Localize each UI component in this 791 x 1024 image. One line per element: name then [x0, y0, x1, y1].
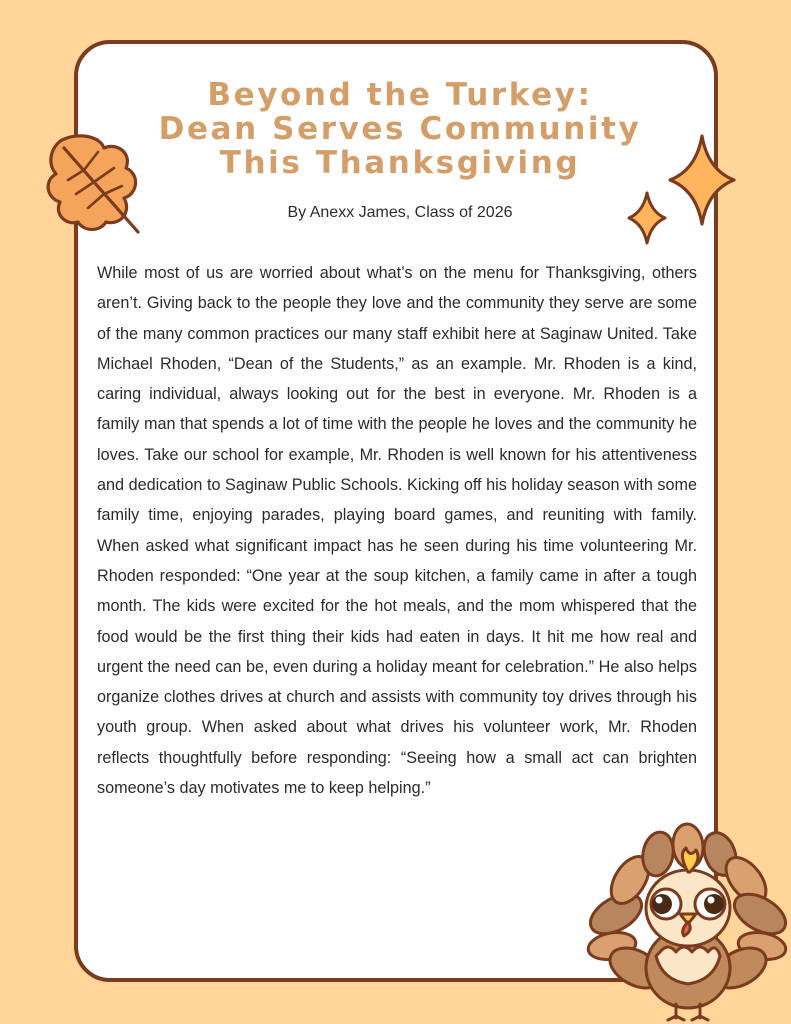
title-line: This Thanksgiving [219, 145, 581, 181]
autumn-leaf-icon [40, 128, 148, 240]
sparkle-icon [666, 132, 738, 228]
title-line: Dean Serves Community [158, 111, 642, 147]
title-line: Beyond the Turkey: [207, 77, 593, 113]
article-body: While most of us are worried about what’s on the menu for Thanksgiving, others aren’t. Giving back to the people they love and the community they serve are some of the many common practices our many staff exhibit here at Saginaw United. Take Michael Rhoden, “Dean of the Students,” as an example. Mr. Rhoden is a kind, caring individual, always looking out for the best in everyone. Mr. Rhoden is a family man that spends a lot of time with the people he loves and the community he loves. Take our school for example, Mr. Rhoden is well known for his attentiveness and dedication to Saginaw Public Schools. Kicking off his holiday season with some family time, enjoying parades, playing board games, and reuniting with family. When asked what significant impact has he seen during his time volunteering Mr. Rhoden responded: “One year at the soup kitchen, a family came in after a tough month. The kids were excited for the hot meals, and the mom whispered that the food would be the first thing their kids had eaten in days. It hit me how real and urgent the need can be, even during a holiday meant for celebration.” He also helps organize clothes drives at church and assists with community toy drives through his youth group. When asked about what drives his volunteer work, Mr. Rhoden reflects thoughtfully before responding: “Seeing how a small act can brighten someone’s day motivates me to keep helping.” [97, 264, 697, 798]
article-byline: By Anexx James, Class of 2026 [287, 204, 513, 221]
sparkle-icon [626, 190, 668, 246]
turkey-illustration [576, 818, 791, 1024]
article-title [120, 78, 680, 180]
